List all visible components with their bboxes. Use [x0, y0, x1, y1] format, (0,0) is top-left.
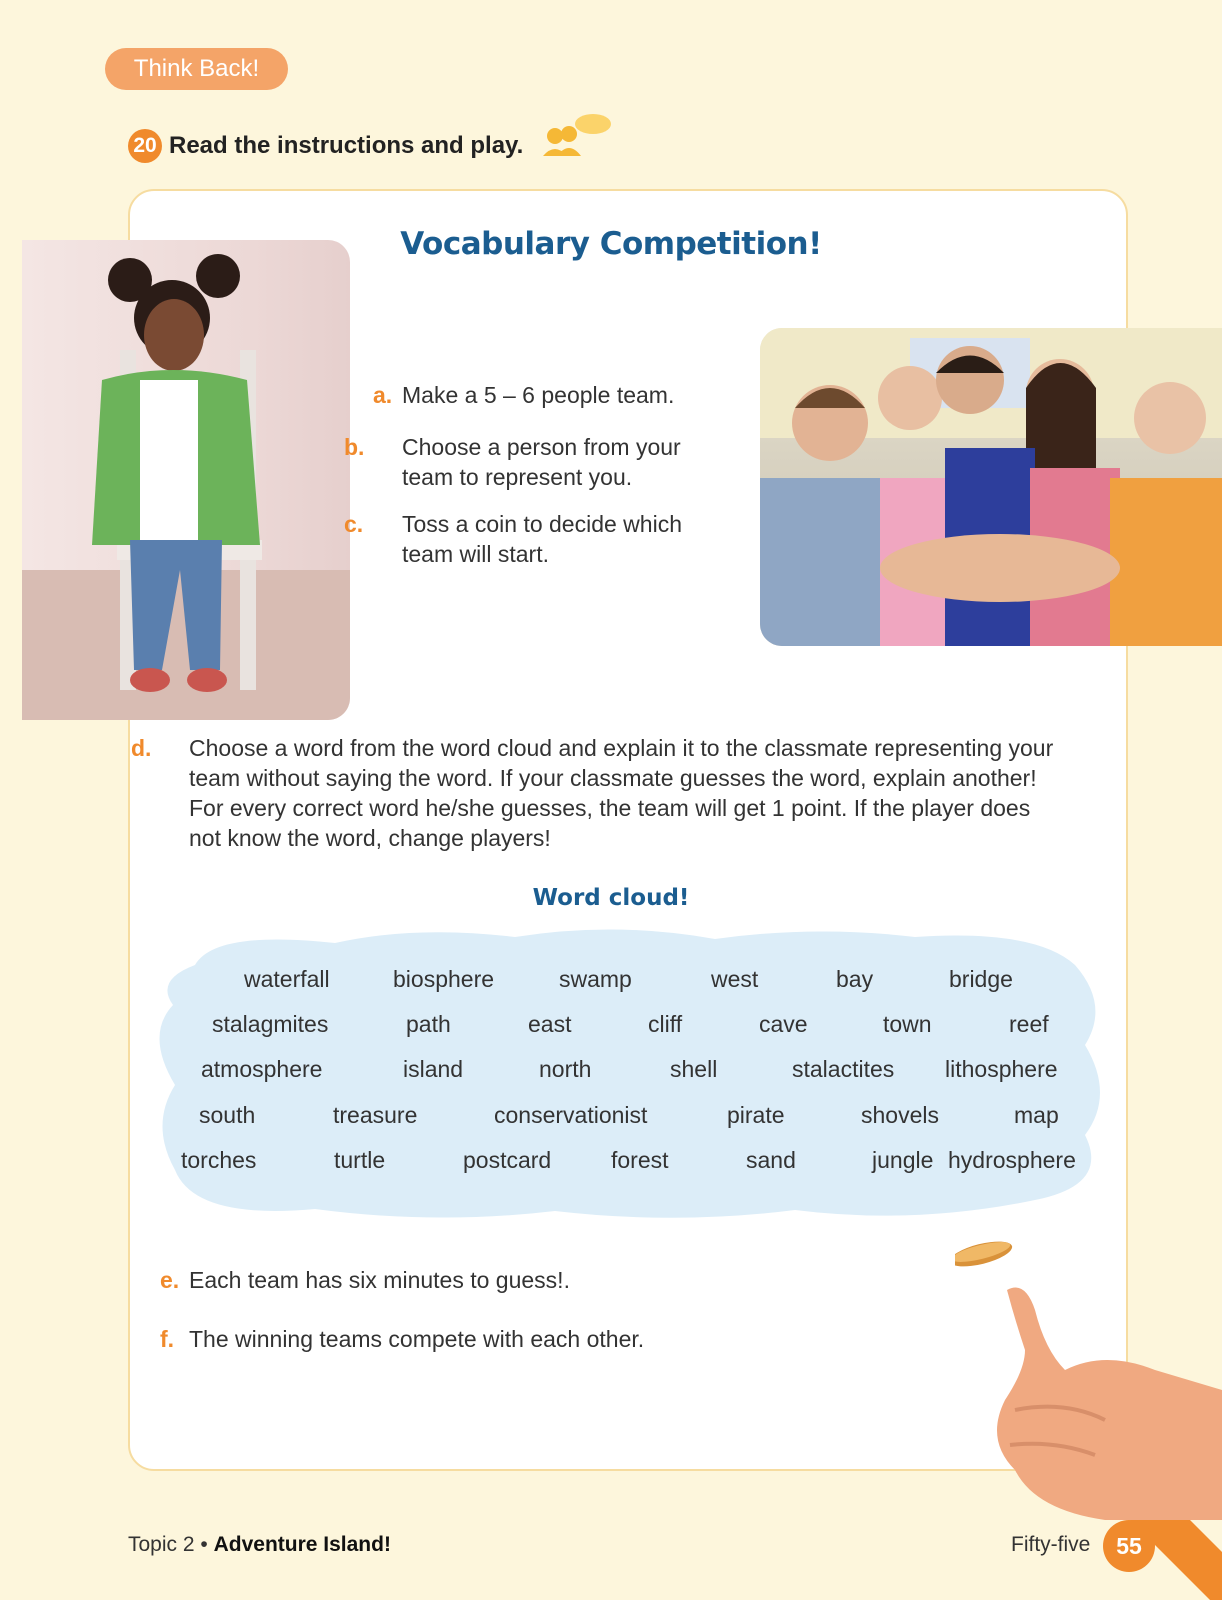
think-back-tag: Think Back! — [105, 48, 288, 90]
cloud-word: shell — [670, 1056, 718, 1082]
cloud-word: bay — [836, 966, 874, 992]
instruction-c — [344, 509, 713, 569]
instruction-letter: f. — [160, 1326, 175, 1352]
cloud-word: pirate — [727, 1102, 785, 1128]
instruction-text: The winning teams compete with each other. — [189, 1326, 645, 1352]
topic-title: Adventure Island! — [213, 1533, 391, 1556]
cloud-word: reef — [1009, 1011, 1049, 1037]
instruction-letter: c. — [344, 511, 364, 537]
coin-toss-hand-image — [955, 1240, 1222, 1520]
cloud-word: lithosphere — [945, 1056, 1058, 1082]
cloud-word: turtle — [334, 1147, 386, 1173]
instruction-letter: d. — [131, 735, 152, 761]
cloud-word: postcard — [463, 1147, 552, 1173]
instruction-letter: a. — [373, 382, 393, 408]
instruction-text: Choose a person from your team to represent you. — [402, 434, 681, 490]
exercise-header — [128, 118, 613, 174]
instruction-text: Choose a word from the word cloud and explain it to the classmate representing your team without saying the word. If your classmate guesses the word, explain another! For every correct word he/she guesses, the team will get 1 point. If the player does not know the word, change players! — [189, 735, 1054, 851]
cloud-word: south — [199, 1102, 256, 1128]
children-team-photo — [760, 328, 1222, 646]
cloud-word: map — [1014, 1102, 1059, 1128]
cloud-word: treasure — [333, 1102, 418, 1128]
cloud-word: town — [883, 1011, 932, 1037]
topic-label: Topic 2 — [128, 1533, 195, 1556]
cloud-word: path — [406, 1011, 451, 1037]
girl-photo — [22, 240, 350, 720]
instruction-e — [160, 1265, 860, 1295]
cloud-word: stalagmites — [212, 1011, 329, 1037]
instruction-text: Each team has six minutes to guess!. — [189, 1267, 570, 1293]
cloud-word: swamp — [559, 966, 632, 992]
pair-work-icon — [533, 112, 613, 168]
instruction-letter: b. — [344, 434, 365, 460]
instruction-text: Toss a coin to decide which team will start. — [402, 511, 682, 567]
cloud-word: shovels — [861, 1102, 939, 1128]
cloud-word: east — [528, 1011, 572, 1037]
cloud-word: north — [539, 1056, 592, 1082]
card-title: Vocabulary Competition! — [400, 226, 822, 262]
word-cloud-title: Word cloud! — [532, 885, 690, 911]
cloud-word: waterfall — [244, 966, 330, 992]
cloud-word: atmosphere — [201, 1056, 323, 1082]
cloud-word: hydrosphere — [948, 1147, 1076, 1173]
cloud-word: bridge — [949, 966, 1013, 992]
cloud-word: stalactites — [792, 1056, 895, 1082]
instruction-b — [344, 432, 703, 492]
cloud-word: conservationist — [494, 1102, 648, 1128]
cloud-word: torches — [181, 1147, 257, 1173]
exercise-number: 20 — [128, 129, 162, 163]
page-number: 55 — [1103, 1520, 1155, 1572]
cloud-word: biosphere — [393, 966, 495, 992]
instruction-text: Make a 5 – 6 people team. — [402, 382, 675, 408]
cloud-word: forest — [611, 1147, 669, 1173]
cloud-word: west — [711, 966, 759, 992]
topic-bullet: • — [200, 1533, 208, 1556]
cloud-word: cliff — [648, 1011, 683, 1037]
footer-topic — [128, 1533, 391, 1557]
instruction-f — [160, 1324, 860, 1354]
instruction-d — [131, 733, 1065, 853]
cloud-word: cave — [759, 1011, 808, 1037]
page-word: Fifty-five — [1011, 1533, 1091, 1556]
cloud-word: jungle — [872, 1147, 934, 1173]
instruction-a — [373, 380, 733, 410]
instruction-letter: e. — [160, 1267, 180, 1293]
exercise-title: Read the instructions and play. — [169, 132, 524, 159]
cloud-word: island — [403, 1056, 464, 1082]
cloud-word: sand — [746, 1147, 796, 1173]
